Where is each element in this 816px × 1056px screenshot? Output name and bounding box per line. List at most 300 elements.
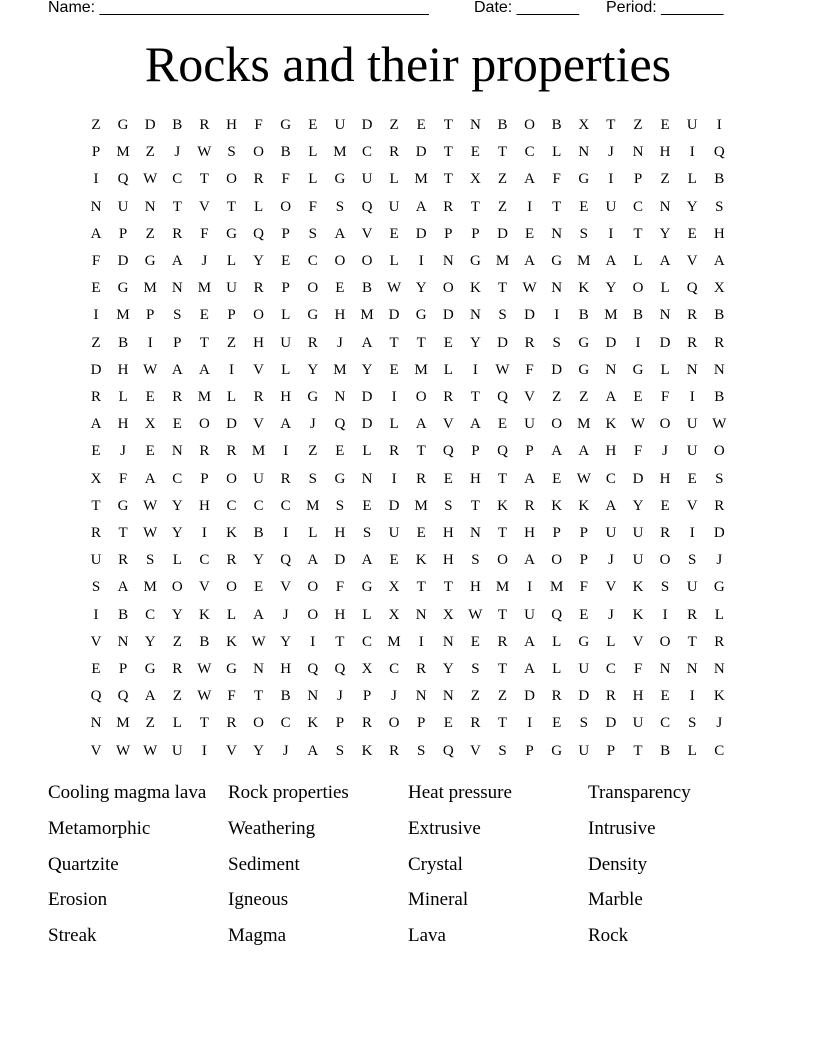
- grid-letter: S: [227, 144, 236, 161]
- grid-letter: U: [686, 443, 698, 460]
- grid-letter: D: [497, 334, 508, 351]
- grid-letter: T: [416, 443, 426, 460]
- grid-letter: R: [389, 144, 400, 161]
- grid-letter: T: [389, 334, 399, 351]
- grid-letter: U: [226, 280, 237, 297]
- grid-letter: A: [524, 633, 536, 650]
- grid-letter: E: [199, 307, 209, 324]
- grid-letter: W: [143, 361, 158, 378]
- grid-letter: J: [607, 552, 614, 569]
- grid-letter: R: [280, 470, 291, 487]
- grid-letter: U: [578, 661, 590, 677]
- grid-letter: V: [686, 497, 698, 514]
- grid-letter: B: [172, 117, 183, 133]
- grid-letter: I: [418, 633, 424, 650]
- grid-letter: P: [552, 525, 561, 541]
- grid-letter: R: [90, 389, 101, 405]
- grid-letter: L: [226, 253, 237, 269]
- grid-letter: H: [226, 117, 237, 133]
- grid-letter: E: [687, 225, 697, 242]
- grid-letter: C: [361, 633, 372, 650]
- grid-letter: G: [226, 225, 237, 242]
- grid-letter: X: [361, 661, 373, 677]
- grid-letter: A: [713, 253, 725, 269]
- grid-letter: W: [712, 416, 727, 433]
- grid-letter: S: [688, 552, 697, 569]
- grid-letter: R: [199, 443, 210, 460]
- grid-letter: S: [498, 307, 507, 324]
- grid-letter: S: [173, 307, 182, 324]
- grid-letter: P: [417, 715, 426, 732]
- grid-letter: W: [495, 361, 510, 378]
- grid-letter: Z: [308, 443, 318, 460]
- grid-letter: U: [632, 525, 644, 541]
- grid-letter: S: [335, 198, 345, 215]
- grid-letter: Z: [660, 171, 670, 188]
- grid-letter: V: [361, 225, 373, 242]
- grid-letter: H: [469, 579, 481, 596]
- grid-letter: E: [389, 552, 399, 569]
- grid-letter: T: [172, 198, 182, 215]
- grid-letter: O: [253, 307, 265, 324]
- grid-letter: P: [173, 334, 182, 351]
- grid-letter: B: [714, 307, 725, 324]
- grid-letter: H: [334, 525, 346, 541]
- grid-letter: V: [605, 579, 617, 596]
- grid-letter: J: [336, 334, 343, 351]
- word-bank-item: Rock properties: [228, 782, 349, 803]
- grid-letter: F: [660, 389, 670, 405]
- grid-letter: M: [116, 715, 130, 732]
- grid-letter: O: [307, 579, 319, 596]
- grid-letter: K: [469, 280, 481, 297]
- grid-letter: A: [280, 416, 292, 433]
- grid-letter: U: [686, 117, 698, 133]
- grid-letter: C: [199, 552, 210, 569]
- grid-letter: Z: [579, 389, 589, 405]
- grid-letter: E: [145, 443, 155, 460]
- word-bank-item: Cooling magma lava: [48, 782, 207, 803]
- grid-letter: T: [633, 225, 643, 242]
- grid-letter: N: [578, 144, 590, 161]
- grid-letter: J: [282, 606, 289, 623]
- grid-letter: A: [307, 552, 319, 569]
- grid-letter: M: [143, 280, 157, 297]
- grid-letter: H: [334, 307, 346, 324]
- grid-letter: S: [660, 579, 670, 596]
- grid-letter: J: [309, 416, 316, 433]
- grid-letter: A: [334, 225, 346, 242]
- grid-letter: I: [608, 225, 614, 242]
- grid-letter: K: [307, 715, 319, 732]
- grid-letter: T: [497, 606, 508, 623]
- grid-letter: D: [415, 225, 427, 242]
- grid-letter: T: [199, 334, 209, 351]
- grid-letter: I: [689, 525, 695, 541]
- word-bank-item: Quartzite: [48, 853, 119, 875]
- grid-letter: E: [660, 497, 670, 514]
- grid-letter: I: [418, 253, 424, 269]
- grid-letter: O: [713, 443, 725, 460]
- grid-letter: Q: [686, 280, 698, 297]
- grid-letter: T: [470, 389, 480, 405]
- grid-letter: C: [307, 253, 318, 269]
- grid-letter: Q: [334, 661, 346, 677]
- grid-letter: K: [632, 579, 644, 596]
- grid-letter: U: [90, 552, 102, 569]
- grid-letter: R: [172, 389, 183, 405]
- grid-letter: L: [308, 525, 318, 541]
- word-bank-item: Lava: [408, 925, 446, 947]
- grid-letter: O: [659, 552, 671, 569]
- grid-letter: P: [362, 688, 372, 705]
- grid-letter: O: [388, 715, 400, 732]
- grid-letter: O: [253, 715, 265, 732]
- grid-letter: Q: [280, 552, 292, 569]
- grid-letter: Y: [253, 552, 265, 569]
- grid-letter: R: [253, 389, 264, 405]
- grid-letter: T: [443, 579, 453, 596]
- grid-letter: P: [118, 225, 128, 242]
- grid-letter: Z: [145, 715, 155, 732]
- grid-letter: U: [686, 579, 698, 596]
- grid-letter: L: [687, 171, 697, 188]
- grid-letter: M: [577, 416, 591, 433]
- grid-letter: I: [554, 307, 560, 324]
- grid-letter: X: [469, 171, 481, 188]
- grid-letter: I: [201, 525, 207, 541]
- grid-letter: Y: [469, 334, 481, 351]
- grid-letter: J: [336, 688, 343, 705]
- grid-letter: E: [254, 579, 264, 596]
- grid-letter: U: [605, 198, 617, 215]
- grid-letter: G: [578, 171, 590, 188]
- grid-letter: V: [253, 361, 265, 378]
- grid-letter: Y: [171, 606, 183, 623]
- grid-letter: I: [662, 606, 668, 623]
- grid-letter: F: [118, 470, 128, 487]
- grid-letter: D: [442, 307, 454, 324]
- grid-letter: T: [497, 525, 508, 541]
- grid-letter: S: [146, 552, 155, 569]
- grid-letter: T: [443, 117, 453, 133]
- grid-letter: U: [388, 198, 400, 215]
- grid-letter: Z: [172, 633, 182, 650]
- grid-letter: W: [143, 742, 158, 759]
- grid-letter: H: [117, 416, 129, 433]
- grid-letter: B: [578, 307, 589, 324]
- grid-letter: O: [442, 280, 454, 297]
- grid-letter: P: [525, 443, 534, 460]
- word-bank-item: Magma: [228, 925, 287, 947]
- grid-letter: N: [442, 688, 454, 705]
- grid-letter: Z: [91, 117, 101, 133]
- grid-letter: I: [201, 742, 207, 759]
- grid-letter: E: [633, 389, 643, 405]
- grid-letter: Y: [171, 497, 183, 514]
- grid-letter: R: [199, 117, 210, 133]
- grid-letter: S: [362, 525, 372, 541]
- grid-letter: H: [632, 688, 644, 705]
- grid-letter: D: [415, 144, 427, 161]
- grid-letter: T: [226, 198, 237, 215]
- grid-letter: G: [226, 661, 237, 677]
- grid-letter: A: [524, 661, 536, 677]
- grid-letter: V: [442, 416, 454, 433]
- grid-letter: E: [416, 525, 426, 541]
- grid-letter: O: [334, 253, 346, 269]
- grid-letter: O: [415, 389, 427, 405]
- grid-letter: P: [281, 225, 290, 242]
- grid-letter: M: [143, 579, 157, 596]
- grid-letter: C: [226, 497, 237, 514]
- grid-letter: N: [307, 688, 319, 705]
- grid-letter: M: [495, 579, 510, 596]
- grid-letter: T: [497, 661, 508, 677]
- grid-letter: B: [118, 334, 129, 351]
- grid-letter: T: [416, 579, 426, 596]
- grid-letter: A: [144, 688, 156, 705]
- grid-letter: E: [443, 715, 453, 732]
- grid-letter: O: [632, 280, 644, 297]
- grid-letter: S: [688, 715, 697, 732]
- grid-letter: S: [579, 715, 588, 732]
- grid-letter: C: [280, 715, 291, 732]
- grid-letter: R: [687, 606, 698, 623]
- grid-letter: Y: [280, 633, 292, 650]
- grid-letter: E: [443, 334, 453, 351]
- grid-letter: I: [283, 525, 289, 541]
- grid-letter: L: [443, 361, 453, 378]
- grid-letter: H: [469, 470, 481, 487]
- grid-letter: H: [605, 443, 617, 460]
- grid-letter: D: [388, 497, 400, 514]
- grid-letter: B: [118, 606, 129, 623]
- word-bank-item: Erosion: [48, 889, 108, 911]
- grid-letter: L: [552, 661, 562, 677]
- grid-letter: G: [334, 171, 346, 188]
- grid-letter: M: [360, 307, 374, 324]
- grid-letter: I: [229, 361, 234, 378]
- grid-letter: A: [659, 253, 671, 269]
- grid-letter: H: [280, 389, 292, 405]
- grid-letter: J: [662, 443, 669, 460]
- grid-letter: R: [443, 198, 454, 215]
- grid-letter: F: [91, 253, 101, 269]
- grid-letter: A: [90, 225, 102, 242]
- grid-letter: D: [659, 334, 671, 351]
- grid-letter: E: [91, 443, 101, 460]
- grid-letter: E: [281, 253, 291, 269]
- grid-letter: K: [226, 633, 237, 650]
- grid-letter: C: [172, 171, 183, 188]
- grid-letter: B: [714, 389, 725, 405]
- word-bank-item: Mineral: [408, 889, 469, 911]
- grid-letter: L: [254, 198, 264, 215]
- grid-letter: L: [281, 307, 291, 324]
- grid-letter: V: [198, 579, 210, 596]
- grid-letter: U: [171, 742, 183, 759]
- grid-letter: I: [689, 144, 695, 161]
- grid-letter: K: [605, 416, 617, 433]
- grid-letter: P: [281, 280, 290, 297]
- grid-letter: Z: [497, 171, 508, 188]
- grid-letter: Q: [307, 661, 319, 677]
- grid-letter: A: [144, 470, 156, 487]
- grid-letter: D: [144, 117, 156, 133]
- grid-letter: Y: [253, 253, 265, 269]
- grid-letter: A: [605, 253, 617, 269]
- grid-letter: N: [469, 307, 481, 324]
- grid-letter: M: [116, 144, 130, 161]
- grid-letter: W: [197, 688, 212, 705]
- grid-letter: E: [308, 117, 318, 133]
- grid-letter: H: [659, 144, 671, 161]
- grid-letter: R: [253, 171, 264, 188]
- grid-letter: A: [117, 579, 129, 596]
- word-bank-item: Sediment: [228, 853, 300, 875]
- grid-letter: R: [443, 389, 454, 405]
- grid-letter: E: [91, 280, 101, 297]
- grid-letter: D: [361, 389, 373, 405]
- grid-letter: X: [144, 416, 156, 433]
- grid-letter: O: [253, 144, 265, 161]
- grid-letter: M: [197, 280, 212, 297]
- grid-letter: T: [470, 497, 480, 514]
- grid-letter: N: [442, 253, 454, 269]
- page-title: Rocks and their properties: [144, 36, 672, 92]
- grid-letter: U: [686, 416, 698, 433]
- grid-letter: P: [606, 742, 616, 759]
- grid-letter: Q: [90, 688, 102, 705]
- grid-letter: K: [198, 606, 210, 623]
- grid-letter: A: [551, 443, 563, 460]
- grid-letter: E: [497, 416, 508, 433]
- grid-letter: D: [361, 117, 373, 133]
- grid-letter: C: [361, 144, 372, 161]
- grid-letter: R: [90, 525, 101, 541]
- grid-letter: Q: [497, 443, 508, 460]
- grid-letter: T: [335, 633, 345, 650]
- grid-letter: O: [226, 171, 237, 188]
- grid-letter: H: [442, 525, 454, 541]
- grid-letter: N: [713, 361, 725, 378]
- grid-letter: Q: [442, 443, 454, 460]
- grid-letter: L: [118, 389, 128, 405]
- grid-letter: V: [280, 579, 292, 596]
- grid-letter: F: [633, 443, 643, 460]
- grid-letter: M: [387, 633, 401, 650]
- grid-letter: C: [145, 606, 156, 623]
- grid-letter: L: [633, 253, 643, 269]
- grid-letter: B: [660, 742, 671, 759]
- grid-letter: Z: [497, 688, 508, 705]
- grid-letter: K: [361, 742, 373, 759]
- grid-letter: H: [334, 606, 346, 623]
- grid-letter: F: [281, 171, 290, 188]
- grid-letter: R: [416, 470, 427, 487]
- grid-letter: U: [605, 525, 617, 541]
- grid-letter: B: [280, 144, 291, 161]
- grid-letter: L: [226, 606, 237, 623]
- grid-letter: W: [116, 742, 131, 759]
- grid-letter: O: [307, 280, 319, 297]
- grid-letter: Y: [253, 742, 265, 759]
- grid-letter: F: [227, 688, 236, 705]
- grid-letter: T: [552, 198, 562, 215]
- grid-letter: Y: [605, 280, 617, 297]
- word-bank-item: Marble: [588, 889, 643, 911]
- grid-letter: A: [90, 416, 102, 433]
- grid-letter: T: [199, 715, 209, 732]
- grid-letter: L: [308, 144, 318, 161]
- grid-letter: A: [171, 361, 183, 378]
- grid-letter: S: [335, 497, 345, 514]
- grid-letter: Y: [659, 225, 671, 242]
- grid-letter: T: [606, 117, 616, 133]
- grid-letter: R: [389, 742, 400, 759]
- grid-letter: R: [253, 280, 264, 297]
- grid-letter: I: [635, 334, 641, 351]
- grid-letter: N: [144, 198, 156, 215]
- word-bank-item: Weathering: [228, 817, 316, 839]
- grid-letter: Z: [389, 117, 399, 133]
- grid-letter: G: [117, 280, 129, 297]
- grid-letter: S: [715, 198, 724, 215]
- grid-letter: D: [117, 253, 129, 269]
- grid-letter: Z: [226, 334, 237, 351]
- grid-letter: S: [579, 225, 588, 242]
- grid-letter: A: [253, 606, 265, 623]
- grid-letter: K: [578, 280, 590, 297]
- grid-letter: D: [334, 552, 346, 569]
- grid-letter: E: [443, 470, 453, 487]
- grid-letter: B: [199, 633, 210, 650]
- grid-letter: R: [172, 661, 183, 677]
- grid-letter: L: [687, 742, 697, 759]
- grid-letter: R: [687, 334, 698, 351]
- grid-letter: Q: [551, 606, 563, 623]
- word-bank-item: Transparency: [588, 782, 691, 803]
- grid-letter: K: [415, 552, 427, 569]
- grid-letter: K: [551, 497, 563, 514]
- grid-letter: H: [713, 225, 725, 242]
- grid-letter: N: [632, 144, 644, 161]
- grid-letter: L: [172, 715, 182, 732]
- grid-letter: A: [361, 334, 373, 351]
- grid-letter: Y: [307, 361, 319, 378]
- grid-letter: S: [498, 742, 507, 759]
- grid-letter: Q: [497, 389, 508, 405]
- grid-letter: U: [388, 525, 400, 541]
- grid-letter: M: [550, 579, 564, 596]
- grid-letter: M: [577, 253, 591, 269]
- grid-letter: M: [251, 443, 266, 460]
- grid-letter: R: [687, 307, 698, 324]
- grid-letter: U: [524, 416, 536, 433]
- grid-letter: L: [552, 633, 562, 650]
- grid-letter: D: [713, 525, 725, 541]
- grid-letter: W: [576, 470, 591, 487]
- grid-letter: C: [605, 470, 616, 487]
- grid-letter: T: [497, 470, 508, 487]
- grid-letter: V: [253, 416, 265, 433]
- grid-letter: S: [444, 497, 453, 514]
- grid-letter: W: [143, 171, 158, 188]
- grid-letter: H: [253, 334, 265, 351]
- grid-letter: O: [307, 606, 319, 623]
- grid-letter: Z: [172, 688, 182, 705]
